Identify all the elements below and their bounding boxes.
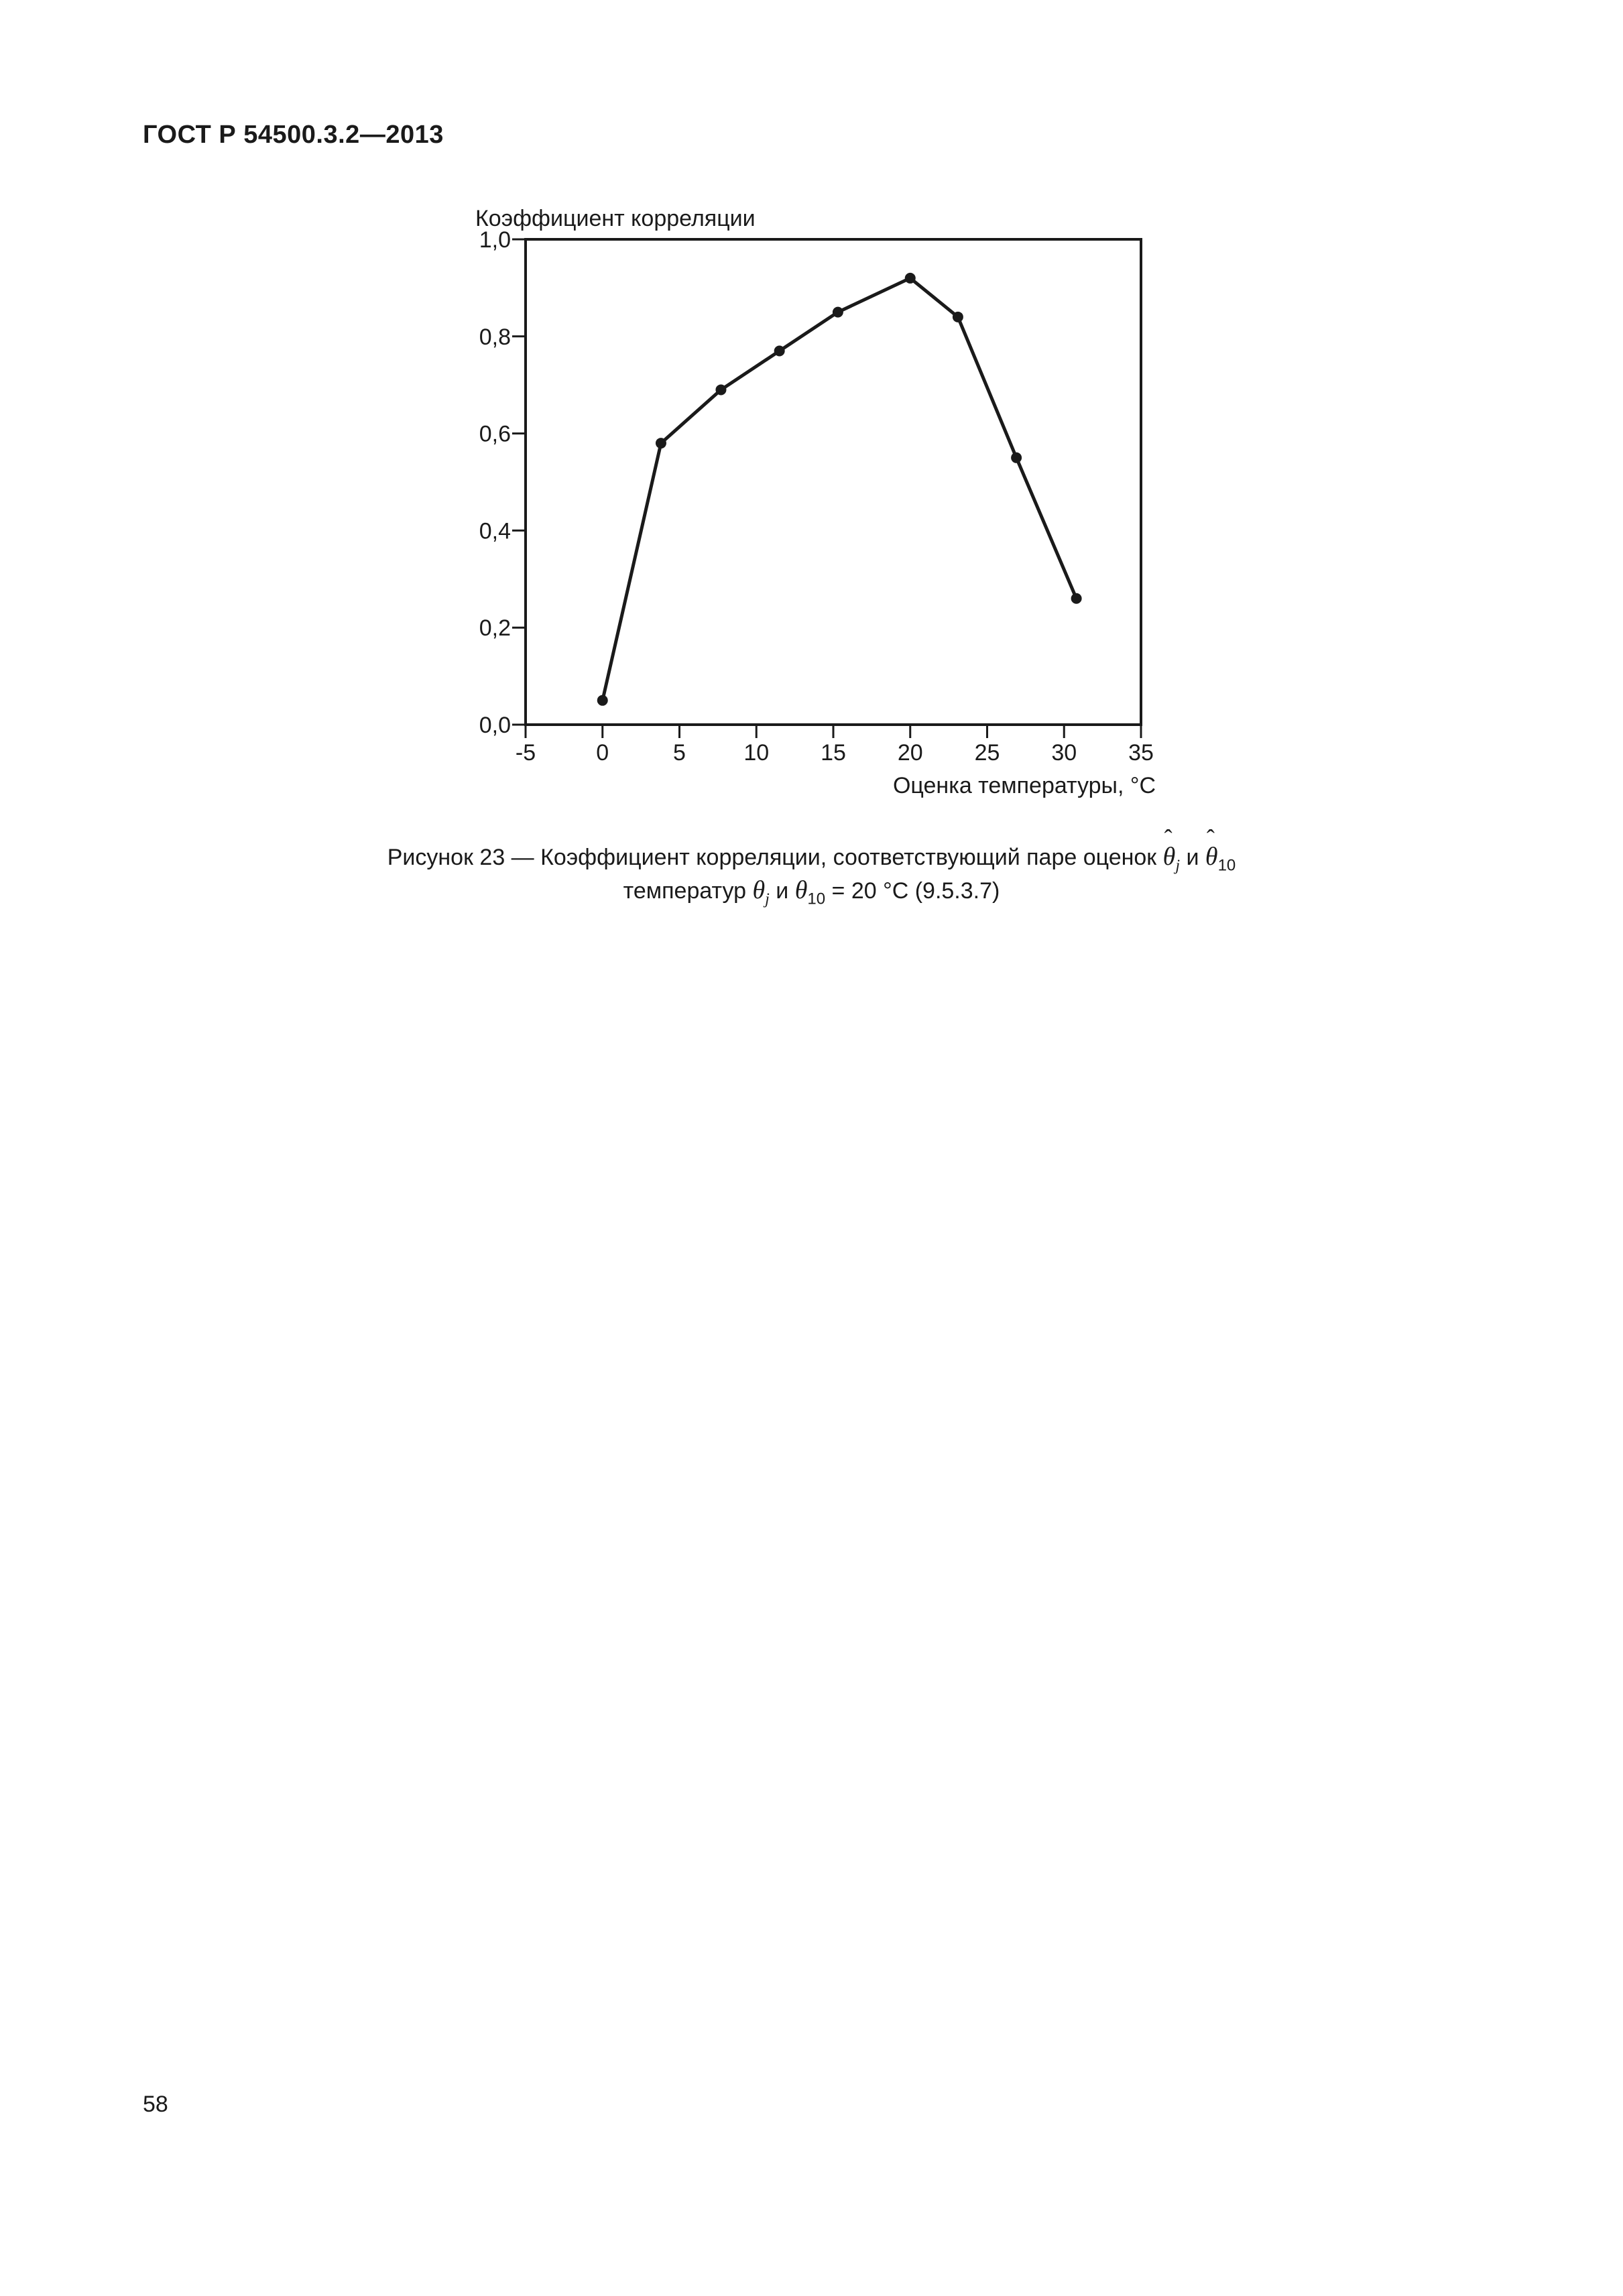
y-tick-label: 0,0 bbox=[479, 713, 511, 738]
data-point bbox=[1071, 593, 1082, 604]
x-tick-label: 5 bbox=[673, 740, 686, 766]
x-tick-label: 25 bbox=[974, 740, 1000, 766]
y-tick-label: 0,4 bbox=[479, 518, 511, 544]
x-tick-label: 35 bbox=[1128, 740, 1154, 766]
data-point bbox=[833, 307, 843, 318]
caption-line1-text: Рисунок 23 — Коэффициент корреляции, соответствующий паре оценок bbox=[387, 845, 1157, 870]
y-tick-label: 1,0 bbox=[479, 227, 511, 253]
y-tick-label: 0,8 bbox=[479, 324, 511, 350]
caption-and-1: и bbox=[1186, 845, 1199, 870]
caption-and-2: и bbox=[776, 878, 789, 904]
caption-line2-suffix: = 20 °С (9.5.3.7) bbox=[831, 878, 1000, 904]
y-tick-label: 0,2 bbox=[479, 615, 511, 642]
x-tick-label: -5 bbox=[515, 740, 536, 766]
data-point bbox=[656, 438, 666, 448]
theta-hat-10: ˆ $\theta_{10}$ bbox=[1205, 843, 1236, 871]
theta-hat-j: ˆ $\theta_j$ bbox=[1163, 843, 1180, 871]
caption-line2-text: температур bbox=[623, 878, 747, 904]
y-tick-label: 0,6 bbox=[479, 421, 511, 447]
data-point bbox=[905, 273, 916, 284]
y-axis-label: Коэффициент корреляции bbox=[475, 206, 756, 231]
theta-10: $\theta_{10}$ bbox=[794, 876, 826, 908]
data-point bbox=[597, 695, 608, 706]
x-tick-label: 0 bbox=[596, 740, 609, 766]
x-tick-label: 10 bbox=[743, 740, 770, 766]
data-point bbox=[715, 384, 726, 395]
document-header: ГОСТ Р 54500.3.2—2013 bbox=[143, 121, 444, 149]
x-tick-label: 15 bbox=[821, 740, 846, 766]
data-point bbox=[1011, 452, 1022, 463]
series-line bbox=[603, 278, 1077, 701]
data-point bbox=[953, 312, 963, 322]
theta-j: $\theta_j$ bbox=[752, 876, 770, 908]
correlation-chart bbox=[0, 0, 1623, 845]
page-number: 58 bbox=[143, 2092, 168, 2117]
figure-caption-line2 bbox=[0, 875, 1623, 915]
data-point bbox=[774, 346, 785, 357]
x-axis-label: Оценка температуры, °С bbox=[892, 773, 1156, 798]
x-tick-label: 20 bbox=[897, 740, 923, 766]
x-tick-label: 30 bbox=[1051, 740, 1077, 766]
